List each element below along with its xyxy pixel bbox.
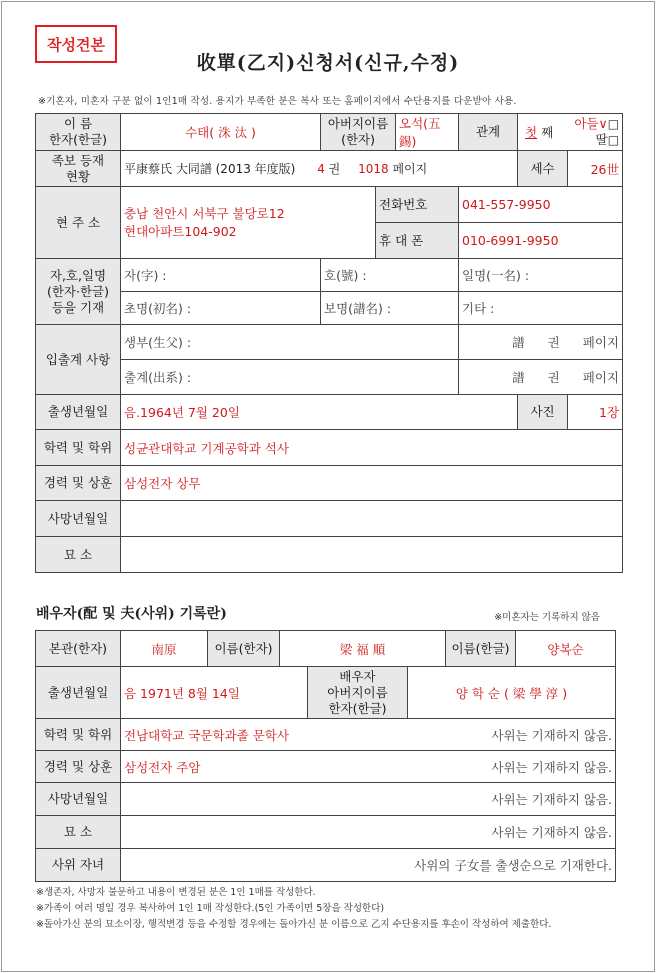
spouse-birth-value[interactable]: 음 1971년 8월 14일 <box>121 667 308 719</box>
jokbo-volume[interactable]: 4 <box>317 162 325 176</box>
edu-label: 학력 및 학위 <box>36 430 121 466</box>
address-value[interactable] <box>121 187 376 259</box>
spouse-section-title: 배우자(配 및 夫(사위) 기록란) <box>36 606 227 622</box>
name-label: 이 름 한자(한글) <box>36 114 121 151</box>
generation-label: 세수 <box>518 151 568 187</box>
son-check[interactable]: ∨ <box>598 116 608 131</box>
death-label: 사망년월일 <box>36 501 121 537</box>
saengbu-pu-cell[interactable] <box>459 325 623 360</box>
name-value[interactable]: 수태( 洙 汰 ) <box>121 114 321 151</box>
birth-value[interactable]: 음.1964년 7월 20일 <box>121 395 518 430</box>
spouse-section-note: ※미혼자는 기록하지 않음 <box>494 612 600 623</box>
ja-field[interactable]: 자(字) : <box>121 259 321 292</box>
address-line2: 현대아파트104-902 <box>124 223 237 239</box>
relation-label: 관계 <box>459 114 518 151</box>
spouse-birth-label: 출생년월일 <box>36 667 121 719</box>
saengbu-field[interactable]: 생부(生父) : <box>121 325 459 360</box>
relation-cell <box>518 114 623 151</box>
death-value[interactable] <box>121 501 623 537</box>
chulgye-page: 페이지 <box>582 370 620 385</box>
spouse-career-label: 경력 및 상훈 <box>36 751 121 783</box>
saengbu-pu: 譜 <box>512 335 525 350</box>
address-line1: 충남 천안시 서북구 불당로12 <box>124 205 285 221</box>
chulgye-gwon: 권 <box>547 370 560 385</box>
jokbo-label: 족보 등재 현황 <box>36 151 121 187</box>
top-note: ※기혼자, 미혼자 구분 없이 1인1매 작성. 용지가 부족한 분은 복사 또는 홈페이지에서 수단용지를 다운받아 사용. <box>38 96 517 107</box>
spouse-grave-note[interactable]: 사위는 기재하지 않음. <box>121 816 616 849</box>
spouse-name-hangul-value[interactable]: 양복순 <box>516 631 616 667</box>
spouse-children-label: 사위 자녀 <box>36 849 121 882</box>
spouse-name-hanja-label: 이름(한자) <box>208 631 280 667</box>
career-value[interactable]: 삼성전자 상무 <box>121 466 623 501</box>
grave-value[interactable] <box>121 537 623 573</box>
spouse-career-cell[interactable] <box>121 751 616 783</box>
footnote-2: ※가족이 여러 명일 경우 복사하여 1인 1매 작성한다.(5인 가족이면 5장을 작성한다) <box>36 903 385 914</box>
relation-suffix: 째 <box>541 125 554 140</box>
spouse-table <box>35 630 616 882</box>
spouse-grave-label: 묘 소 <box>36 816 121 849</box>
photo-label: 사진 <box>518 395 568 430</box>
son-checkbox[interactable]: □ <box>607 117 620 131</box>
generation-cell <box>568 151 623 187</box>
son-label: 아들 <box>574 116 599 131</box>
daughter-label: 딸 <box>595 132 608 147</box>
form-title: 收單(乙지)신청서(신규,수정) <box>196 52 460 74</box>
spouse-edu-note: 사위는 기재하지 않음. <box>491 727 612 743</box>
spouse-father-label: 배우자 아버지이름 한자(한글) <box>308 667 408 719</box>
spouse-death-note[interactable]: 사위는 기재하지 않음. <box>121 783 616 816</box>
jokbo-page[interactable]: 1018 <box>358 162 389 176</box>
spouse-bongwan-value[interactable]: 南原 <box>121 631 208 667</box>
birth-label: 출생년월일 <box>36 395 121 430</box>
spouse-edu-label: 학력 및 학위 <box>36 719 121 751</box>
grave-label: 묘 소 <box>36 537 121 573</box>
jokbo-volume-unit: 권 <box>328 162 341 176</box>
spouse-father-value[interactable]: 양 학 순 ( 梁 學 淳 ) <box>408 667 616 719</box>
spouse-edu-value: 전남대학교 국문학과졸 문학사 <box>124 727 289 743</box>
jokbo-cell <box>121 151 518 187</box>
bomyeong-field[interactable]: 보명(譜名) : <box>321 292 459 325</box>
father-name-value[interactable]: 오석(五錫) <box>396 114 459 151</box>
spouse-death-label: 사망년월일 <box>36 783 121 816</box>
footnote-1: ※생존자, 사망자 불문하고 내용이 변경된 분은 1인 1매를 작성한다. <box>36 887 316 898</box>
jokbo-page-unit: 페이지 <box>392 162 428 176</box>
spouse-career-note: 사위는 기재하지 않음. <box>491 759 612 775</box>
ilmyeong-field[interactable]: 일명(一名) : <box>459 259 623 292</box>
adoption-label: 입출계 사항 <box>36 325 121 395</box>
spouse-name-hangul-label: 이름(한글) <box>446 631 516 667</box>
generation-unit: 世 <box>606 161 620 177</box>
chomyeong-field[interactable]: 초명(初名) : <box>121 292 321 325</box>
applicant-table <box>35 113 623 573</box>
ho-field[interactable]: 호(號) : <box>321 259 459 292</box>
phone-value[interactable]: 041-557-9950 <box>459 187 623 223</box>
mobile-value[interactable]: 010-6991-9950 <box>459 223 623 259</box>
career-label: 경력 및 상훈 <box>36 466 121 501</box>
photo-value[interactable]: 1장 <box>568 395 623 430</box>
jokbo-clan[interactable]: 平康蔡氏 大同譜 (2013 年度版) <box>124 162 296 176</box>
gita-field[interactable]: 기타 : <box>459 292 623 325</box>
relation-value[interactable]: 첫 <box>525 125 538 140</box>
phone-label: 전화번호 <box>376 187 459 223</box>
chulgye-pu: 譜 <box>512 370 525 385</box>
sample-stamp: 작성견본 <box>35 25 117 63</box>
edu-value[interactable]: 성균관대학교 기계공학과 석사 <box>121 430 623 466</box>
spouse-career-value: 삼성전자 주암 <box>124 759 201 775</box>
spouse-bongwan-label: 본관(한자) <box>36 631 121 667</box>
generation-value[interactable]: 26 <box>590 161 607 177</box>
spouse-edu-cell[interactable] <box>121 719 616 751</box>
saengbu-gwon: 권 <box>547 335 560 350</box>
father-name-label: 아버지이름 (한자) <box>321 114 396 151</box>
chulgye-field[interactable]: 출계(出系) : <box>121 360 459 395</box>
address-label: 현 주 소 <box>36 187 121 259</box>
footnote-3: ※돌아가신 분의 묘소이장, 행적변경 등을 수정할 경우에는 돌아가신 분 이름으로 乙지 수단용지를 후손이 작성하여 제출한다. <box>36 919 552 930</box>
mobile-label: 휴 대 폰 <box>376 223 459 259</box>
daughter-checkbox[interactable]: □ <box>607 133 620 147</box>
spouse-children-value[interactable]: 사위의 子女를 출생순으로 기재한다. <box>121 849 616 882</box>
saengbu-page: 페이지 <box>582 335 620 350</box>
names-label: 자,호,일명 (한자·한글) 등을 기재 <box>36 259 121 325</box>
chulgye-pu-cell[interactable] <box>459 360 623 395</box>
spouse-name-hanja-value[interactable]: 梁 福 順 <box>280 631 446 667</box>
